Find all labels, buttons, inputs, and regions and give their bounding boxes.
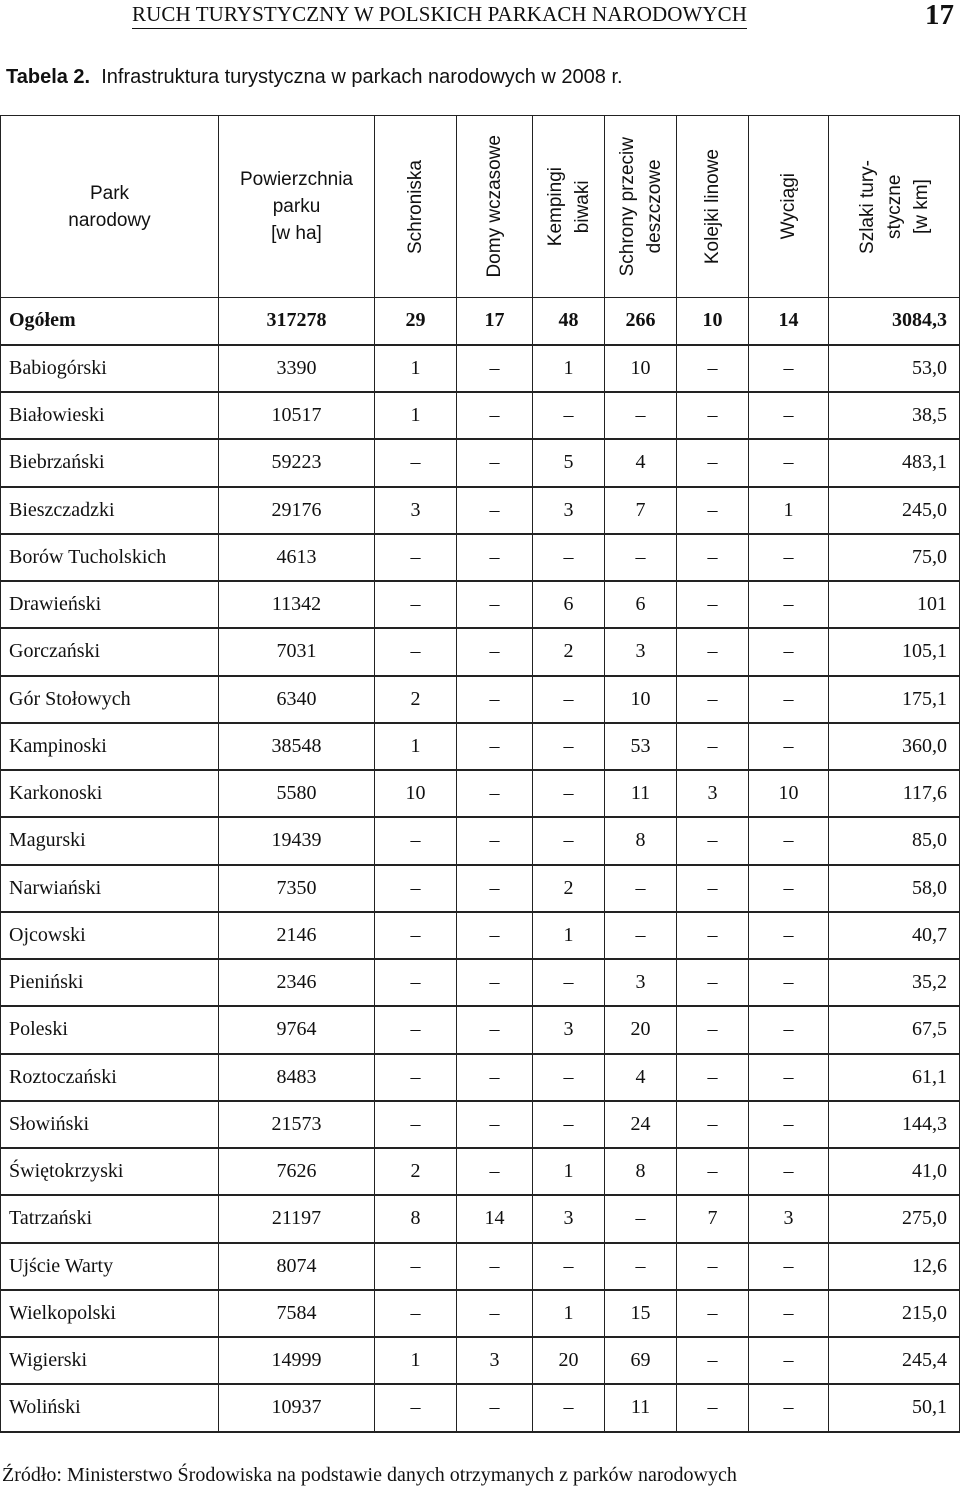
cell-value: 35,2	[829, 959, 960, 1006]
column-header-cable-cars: Kolejki linowe	[677, 116, 749, 298]
cell-value: 3	[605, 959, 677, 1006]
cell-value: –	[677, 1006, 749, 1053]
cell-area: 5580	[219, 770, 375, 817]
cell-value: –	[749, 439, 829, 486]
cell-value: –	[677, 1290, 749, 1337]
cell-park-name: Ogółem	[1, 298, 219, 345]
cell-park-name: Roztoczański	[1, 1054, 219, 1101]
table-row	[1, 1384, 960, 1431]
cell-value: 245,4	[829, 1337, 960, 1384]
cell-value: –	[457, 1006, 533, 1053]
cell-value: –	[457, 1243, 533, 1290]
cell-park-name: Ojcowski	[1, 912, 219, 959]
cell-value: 10	[605, 676, 677, 723]
cell-value: 53	[605, 723, 677, 770]
cell-park-name: Biebrzański	[1, 439, 219, 486]
cell-value: 67,5	[829, 1006, 960, 1053]
cell-area: 317278	[219, 298, 375, 345]
cell-park-name: Gorczański	[1, 628, 219, 675]
cell-value: –	[457, 487, 533, 534]
cell-value: 7	[605, 487, 677, 534]
cell-value: 117,6	[829, 770, 960, 817]
cell-park-name: Magurski	[1, 817, 219, 864]
cell-value: –	[457, 912, 533, 959]
cell-park-name: Kampinoski	[1, 723, 219, 770]
cell-value: 1	[533, 1290, 605, 1337]
cell-value: –	[533, 534, 605, 581]
cell-value: –	[457, 817, 533, 864]
cell-park-name: Wielkopolski	[1, 1290, 219, 1337]
cell-area: 7031	[219, 628, 375, 675]
table-row	[1, 1243, 960, 1290]
cell-value: –	[677, 1101, 749, 1148]
cell-area: 10517	[219, 392, 375, 439]
cell-value: 2	[375, 676, 457, 723]
cell-value: –	[605, 392, 677, 439]
table-body	[1, 298, 960, 1432]
column-header-park: Park narodowy	[1, 116, 219, 298]
cell-value: 2	[533, 865, 605, 912]
cell-value: 175,1	[829, 676, 960, 723]
cell-value: 14	[457, 1195, 533, 1242]
cell-park-name: Gór Stołowych	[1, 676, 219, 723]
cell-value: –	[375, 1384, 457, 1431]
cell-value: –	[375, 1006, 457, 1053]
cell-value: 20	[533, 1337, 605, 1384]
cell-value: –	[677, 912, 749, 959]
column-header-trails: Szlaki tury- styczne [w km]	[829, 116, 960, 298]
cell-value: 15	[605, 1290, 677, 1337]
cell-value: 85,0	[829, 817, 960, 864]
infrastructure-table	[0, 115, 960, 1433]
cell-value: –	[677, 1148, 749, 1195]
cell-value: –	[457, 723, 533, 770]
cell-area: 7584	[219, 1290, 375, 1337]
cell-value: –	[375, 1243, 457, 1290]
cell-value: 69	[605, 1337, 677, 1384]
cell-value: –	[677, 817, 749, 864]
cell-value: 1	[375, 392, 457, 439]
cell-value: –	[749, 959, 829, 1006]
cell-value: 4	[605, 439, 677, 486]
table-row	[1, 439, 960, 486]
cell-area: 21197	[219, 1195, 375, 1242]
cell-area: 7350	[219, 865, 375, 912]
cell-value: –	[457, 1054, 533, 1101]
column-header-ski-lifts: Wyciągi	[749, 116, 829, 298]
cell-value: –	[677, 1243, 749, 1290]
cell-value: –	[457, 1290, 533, 1337]
cell-value: 17	[457, 298, 533, 345]
cell-value: –	[677, 345, 749, 392]
cell-value: –	[605, 1243, 677, 1290]
cell-value: –	[375, 865, 457, 912]
cell-value: 7	[677, 1195, 749, 1242]
cell-park-name: Karkonoski	[1, 770, 219, 817]
cell-value: –	[677, 676, 749, 723]
cell-area: 4613	[219, 534, 375, 581]
cell-value: 41,0	[829, 1148, 960, 1195]
cell-value: –	[749, 1006, 829, 1053]
cell-value: 29	[375, 298, 457, 345]
cell-park-name: Pieniński	[1, 959, 219, 1006]
cell-value: –	[457, 1384, 533, 1431]
cell-park-name: Tatrzański	[1, 1195, 219, 1242]
cell-value: –	[533, 1243, 605, 1290]
table-caption-label: Tabela 2.	[6, 66, 91, 88]
cell-value: –	[375, 1101, 457, 1148]
cell-value: 8	[375, 1195, 457, 1242]
cell-value: 3	[457, 1337, 533, 1384]
cell-value: 1	[375, 723, 457, 770]
cell-park-name: Ujście Warty	[1, 1243, 219, 1290]
cell-area: 29176	[219, 487, 375, 534]
cell-value: –	[375, 959, 457, 1006]
cell-value: 1	[749, 487, 829, 534]
cell-value: –	[677, 392, 749, 439]
cell-value: –	[749, 865, 829, 912]
cell-value: 1	[533, 345, 605, 392]
table-caption	[6, 66, 623, 89]
table-row	[1, 1148, 960, 1195]
cell-value: –	[749, 628, 829, 675]
cell-value: 5	[533, 439, 605, 486]
cell-value: 1	[375, 1337, 457, 1384]
running-title: RUCH TURYSTYCZNY W POLSKICH PARKACH NARODOWYCH	[132, 2, 747, 29]
cell-value: 1	[375, 345, 457, 392]
cell-value: –	[749, 534, 829, 581]
table-row	[1, 581, 960, 628]
cell-value: 10	[749, 770, 829, 817]
cell-value: –	[749, 1243, 829, 1290]
cell-value: –	[749, 345, 829, 392]
cell-value: –	[457, 676, 533, 723]
cell-value: 3	[749, 1195, 829, 1242]
cell-value: –	[749, 1054, 829, 1101]
cell-value: –	[605, 912, 677, 959]
cell-value: 24	[605, 1101, 677, 1148]
cell-area: 7626	[219, 1148, 375, 1195]
cell-value: –	[533, 1054, 605, 1101]
cell-value: –	[375, 817, 457, 864]
cell-value: –	[677, 534, 749, 581]
cell-value: –	[749, 1290, 829, 1337]
cell-value: –	[375, 581, 457, 628]
cell-value: –	[749, 817, 829, 864]
cell-value: 6	[605, 581, 677, 628]
cell-value: 48	[533, 298, 605, 345]
cell-value: 12,6	[829, 1243, 960, 1290]
table-row	[1, 1101, 960, 1148]
cell-area: 9764	[219, 1006, 375, 1053]
cell-value: –	[677, 959, 749, 1006]
cell-value: –	[457, 770, 533, 817]
cell-value: 75,0	[829, 534, 960, 581]
table-row	[1, 1195, 960, 1242]
cell-area: 38548	[219, 723, 375, 770]
column-header-rain-shelters: Schrony przeciw deszczowe	[605, 116, 677, 298]
cell-area: 2146	[219, 912, 375, 959]
cell-value: –	[375, 912, 457, 959]
cell-value: –	[533, 676, 605, 723]
cell-value: –	[677, 723, 749, 770]
cell-value: –	[457, 1101, 533, 1148]
cell-park-name: Borów Tucholskich	[1, 534, 219, 581]
cell-value: 3	[677, 770, 749, 817]
cell-park-name: Poleski	[1, 1006, 219, 1053]
cell-value: 1	[533, 912, 605, 959]
cell-value: 3	[533, 487, 605, 534]
cell-area: 10937	[219, 1384, 375, 1431]
cell-value: –	[677, 628, 749, 675]
cell-value: –	[749, 1101, 829, 1148]
cell-value: –	[533, 723, 605, 770]
cell-value: –	[677, 865, 749, 912]
cell-park-name: Babiogórski	[1, 345, 219, 392]
cell-value: 58,0	[829, 865, 960, 912]
cell-value: –	[749, 912, 829, 959]
cell-value: 38,5	[829, 392, 960, 439]
cell-value: 215,0	[829, 1290, 960, 1337]
cell-value: 50,1	[829, 1384, 960, 1431]
cell-value: –	[677, 581, 749, 628]
cell-value: 101	[829, 581, 960, 628]
table-row	[1, 534, 960, 581]
cell-value: –	[533, 959, 605, 1006]
cell-value: –	[677, 1384, 749, 1431]
cell-value: –	[457, 581, 533, 628]
cell-value: 10	[375, 770, 457, 817]
cell-area: 21573	[219, 1101, 375, 1148]
table-row	[1, 1054, 960, 1101]
table-row	[1, 345, 960, 392]
cell-value: –	[605, 1195, 677, 1242]
cell-value: –	[457, 439, 533, 486]
cell-value: –	[533, 770, 605, 817]
cell-park-name: Wigierski	[1, 1337, 219, 1384]
cell-value: –	[749, 1148, 829, 1195]
cell-value: 266	[605, 298, 677, 345]
cell-value: –	[457, 865, 533, 912]
column-header-campsites: Kempingi biwaki	[533, 116, 605, 298]
cell-value: –	[375, 628, 457, 675]
cell-value: 3	[605, 628, 677, 675]
cell-value: –	[677, 439, 749, 486]
cell-value: –	[605, 534, 677, 581]
cell-value: –	[375, 534, 457, 581]
cell-park-name: Woliński	[1, 1384, 219, 1431]
table-row	[1, 1337, 960, 1384]
cell-value: 360,0	[829, 723, 960, 770]
cell-park-name: Białowieski	[1, 392, 219, 439]
cell-value: 11	[605, 1384, 677, 1431]
cell-value: 61,1	[829, 1054, 960, 1101]
cell-value: 483,1	[829, 439, 960, 486]
cell-value: 3	[533, 1195, 605, 1242]
cell-value: –	[375, 439, 457, 486]
cell-park-name: Narwiański	[1, 865, 219, 912]
cell-area: 11342	[219, 581, 375, 628]
table-row	[1, 817, 960, 864]
cell-value: 2	[375, 1148, 457, 1195]
cell-value: –	[677, 1337, 749, 1384]
table-row	[1, 628, 960, 675]
cell-value: –	[749, 1337, 829, 1384]
table-row	[1, 865, 960, 912]
cell-value: –	[457, 628, 533, 675]
table-row	[1, 392, 960, 439]
cell-value: –	[749, 1384, 829, 1431]
cell-value: 275,0	[829, 1195, 960, 1242]
table-row	[1, 723, 960, 770]
cell-value: 20	[605, 1006, 677, 1053]
cell-value: –	[677, 487, 749, 534]
cell-value: –	[749, 723, 829, 770]
cell-value: 6	[533, 581, 605, 628]
cell-value: 8	[605, 1148, 677, 1195]
table-row	[1, 676, 960, 723]
cell-area: 59223	[219, 439, 375, 486]
cell-value: –	[605, 865, 677, 912]
cell-value: 10	[605, 345, 677, 392]
page-header	[0, 0, 960, 40]
cell-value: 1	[533, 1148, 605, 1195]
cell-value: 144,3	[829, 1101, 960, 1148]
cell-value: –	[533, 392, 605, 439]
cell-value: –	[457, 1148, 533, 1195]
cell-value: 40,7	[829, 912, 960, 959]
cell-value: –	[457, 959, 533, 1006]
cell-area: 6340	[219, 676, 375, 723]
cell-value: –	[533, 1101, 605, 1148]
cell-park-name: Bieszczadzki	[1, 487, 219, 534]
source-note: Źródło: Ministerstwo Środowiska na podstawie danych otrzymanych z parków narodowych	[2, 1464, 737, 1486]
cell-area: 8074	[219, 1243, 375, 1290]
cell-value: –	[375, 1290, 457, 1337]
column-header-area: Powierzchnia parku [w ha]	[219, 116, 375, 298]
cell-area: 2346	[219, 959, 375, 1006]
cell-value: 11	[605, 770, 677, 817]
cell-value: 3	[375, 487, 457, 534]
table-row	[1, 912, 960, 959]
cell-value: –	[457, 345, 533, 392]
cell-area: 8483	[219, 1054, 375, 1101]
table-row-total	[1, 298, 960, 345]
cell-value: 4	[605, 1054, 677, 1101]
cell-value: –	[749, 392, 829, 439]
cell-value: –	[677, 1054, 749, 1101]
cell-area: 14999	[219, 1337, 375, 1384]
table-row	[1, 1006, 960, 1053]
cell-area: 19439	[219, 817, 375, 864]
table-row	[1, 770, 960, 817]
cell-value: 14	[749, 298, 829, 345]
cell-value: –	[533, 817, 605, 864]
cell-value: –	[375, 1054, 457, 1101]
column-header-holiday-homes: Domy wczasowe	[457, 116, 533, 298]
cell-value: 105,1	[829, 628, 960, 675]
cell-value: 53,0	[829, 345, 960, 392]
cell-value: –	[749, 676, 829, 723]
cell-park-name: Świętokrzyski	[1, 1148, 219, 1195]
cell-value: 245,0	[829, 487, 960, 534]
table-caption-text: Infrastruktura turystyczna w parkach narodowych w 2008 r.	[101, 66, 623, 88]
table-row	[1, 1290, 960, 1337]
cell-value: 10	[677, 298, 749, 345]
cell-value: –	[457, 392, 533, 439]
page-number: 17	[925, 0, 954, 31]
cell-value: –	[533, 1384, 605, 1431]
cell-park-name: Drawieński	[1, 581, 219, 628]
cell-value: 3	[533, 1006, 605, 1053]
cell-park-name: Słowiński	[1, 1101, 219, 1148]
table-row	[1, 959, 960, 1006]
cell-value: –	[749, 581, 829, 628]
cell-value: 8	[605, 817, 677, 864]
cell-area: 3390	[219, 345, 375, 392]
cell-value: 3084,3	[829, 298, 960, 345]
cell-value: 2	[533, 628, 605, 675]
table-row	[1, 487, 960, 534]
column-header-shelters: Schroniska	[375, 116, 457, 298]
cell-value: –	[457, 534, 533, 581]
